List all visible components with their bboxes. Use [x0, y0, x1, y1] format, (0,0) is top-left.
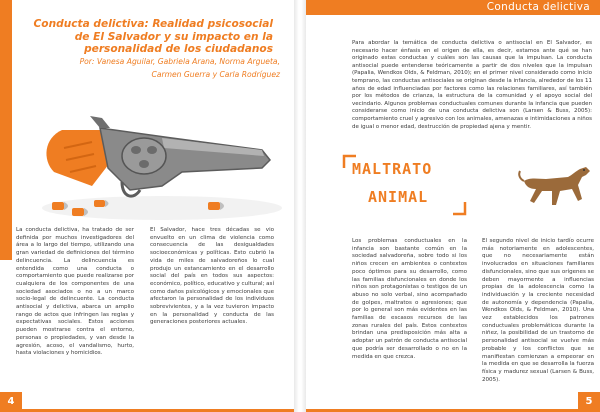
- running-dog-icon: [516, 155, 596, 219]
- authors-line-1: Por: Vanesa Aguilar, Gabriela Arana, Norma Argueta,: [79, 57, 280, 66]
- heading-maltrato: MALTRATO: [352, 160, 433, 178]
- section-header-bar: [306, 0, 600, 15]
- authors-line-2: Carmen Guerra y Carla Rodríguez: [151, 70, 280, 79]
- bullet-icon: [52, 202, 68, 210]
- bullet-icon: [72, 208, 88, 216]
- page-number-right: 5: [578, 392, 600, 412]
- cylinder-chamber-2: [147, 146, 157, 154]
- book-gutter: [294, 0, 306, 412]
- article-title: Conducta delictiva: Realidad psicosocial de El Salvador y su impacto en la personalidad de los ciudadanos: [33, 18, 273, 55]
- dog-eye: [583, 169, 585, 171]
- left-column-2: El Salvador, hace tres décadas se vio envuelto en un clima de violencia como consecuencia de las desigualdades socioeconómicas y políticas. Esto cubrió la vida de miles de salvadoreños lo cual produjo un estancamiento en el desarrollo social del país en todos sus aspectos: económico, político, educativo y cultural; así como daños psicológicos y emocionales que afectaron la personalidad de los individuos sobrevivientes, y a la vez tuvieron impacto en la personalidad y conducta de las generaciones posteriores actuales.: [150, 227, 274, 326]
- right-column-1: Los problemas conductuales en la infancia son bastante común en la sociedad salvadoreña, sobre todo si los niños crecen en ambientes o contextos poco óptimos para su desarrollo, como las familias disfuncionales en donde los niños son protagonistas o testigos de un abuso no solo verbal, sino acompañado de golpes, maltratos o agresiones; que por lo general son más evidentes en las familias de escasos recursos de las zonas rurales del país. Estos contextos brindan una predisposición más alta a adoptar un patrón de conducta antisocial que podría ser desarrollado o no en la medida en que crezca.: [352, 238, 467, 360]
- left-accent-bar: [0, 0, 12, 260]
- right-column-2: El segundo nivel de inicio tardío ocurre más notoriamente en adolescentes, que no necesariamente están involucrados en situaciones familiares disfuncionales, sino que sus orígenes se deben mayormente a influencias propias de la adolescencia como la individuación y la creciente necesidad de autonomía y dependencia (Papalia, Wendkos Olds, & Feldman, 2010). Una vez establecidos los patrones conductuales problemáticos durante la niñez, la posibilidad de un trastorno de personalidad antisocial se vuelve más probable y los conflictos que se manifiestan comienzan a empeorar en la medida en que se desarrolla la fuerza física y madurez sexual (Larsen & Buss, 2005).: [482, 238, 594, 383]
- cylinder-chamber-3: [139, 160, 149, 168]
- cylinder-chamber-1: [131, 146, 141, 154]
- revolver-cylinder: [122, 138, 166, 174]
- dog-body: [524, 167, 590, 205]
- left-page: [0, 0, 294, 412]
- section-header: Conducta delictiva: [486, 1, 590, 13]
- heading-animal: ANIMAL: [368, 188, 429, 206]
- revolver-hammer: [90, 116, 110, 128]
- article-authors: [40, 55, 280, 81]
- page-number-left: 4: [0, 392, 22, 412]
- left-column-1: La conducta delictiva, ha tratado de ser definida por muchos investigadores del área a lo largo del tiempo, utilizando una gran variedad de definiciones del término delincuencia. La delincuencia es entendida como una conducta o comportamiento que puede realizarse por cualquiera de los componentes de una sociedad asociados o no a un marco socio-legal de delincuente. La conducta antisocial y delictiva, abarca un amplio rango de actos que infringen las reglas y expectativas sociales. Estos acciones pueden mostrarse contra el entorno, personas o propiedades, y van desde la agresión, acoso, el vandalismo, hurto, hasta violaciones y homicidios.: [16, 227, 134, 357]
- dog-tail: [519, 171, 524, 181]
- bullet-icon: [208, 202, 224, 210]
- bullet-icon: [94, 200, 109, 207]
- intro-paragraph: Para abordar la temática de conducta delictiva o antisocial en El Salvador, es necesario hacer énfasis en el origen de ella, es decir, estamos ante qué se han originado estas conductas y cuáles son las causas que la impulsan. La conducta antisocial puede entenderse teóricamente a partir de dos niveles que la impulsan (Papalia, Wendkos Olds, & Feldman, 2010); en el primer nivel considerado como inicio temprano, las conductas antisociales se originan desde la infancia, alrededor de los 11 años de edad influenciadas por factores como las relaciones familiares, así también por los métodos de crianza, la estructura de la comunidad y el apoyo social del vecindario. Algunos problemas conductuales comunes durante la infancia que pueden considerarse como inicio de una conducta delictiva son (Larsen & Buss, 2005): comportamiento cruel y agresivo con los animales, amenazas e intimidaciones a niños de igual o menor edad, destrucción de propiedad ajena y mentir.: [352, 40, 592, 130]
- right-page: [306, 0, 600, 412]
